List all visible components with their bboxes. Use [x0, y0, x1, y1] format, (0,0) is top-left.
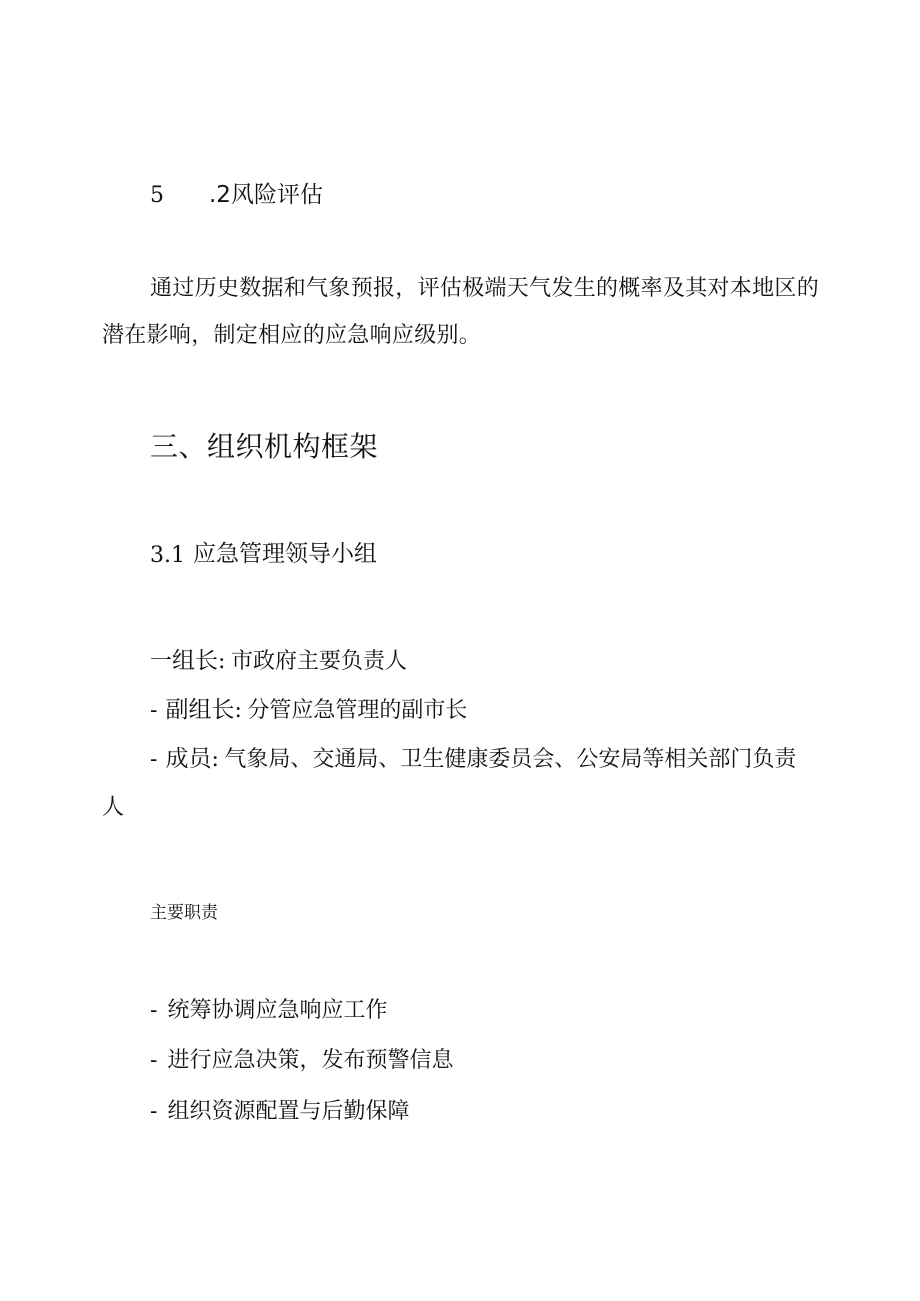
role-label: 组长 — [172, 648, 219, 674]
list-dash: 一 — [150, 649, 173, 674]
member-members — [150, 748, 796, 771]
role-colon: : — [234, 698, 242, 723]
role-value: 市政府主要负责人 — [230, 649, 407, 674]
member-leader — [150, 650, 407, 673]
duty-item — [150, 1101, 409, 1123]
section-3-1-number: 3.1 — [150, 543, 185, 568]
role-label: 成员 — [165, 746, 212, 772]
duty-text: 组织资源配置与后勤保障 — [167, 1099, 410, 1124]
list-dash: - — [150, 1099, 158, 1124]
role-value: 分管应急管理的副市长 — [247, 698, 468, 723]
duties-title: 主要职责 — [150, 903, 218, 923]
section-5-2-title: .2风险评估 — [209, 182, 323, 208]
paragraph-line-1: 通过历史数据和气象预报，评估极端天气发生的概率及其对本地区的 — [150, 276, 820, 301]
role-colon: : — [218, 649, 226, 674]
duty-text: 进行应急决策，发布预警信息 — [167, 1048, 454, 1073]
member-deputy — [150, 699, 467, 722]
paragraph-line-2: 潜在影响，制定相应的应急响应级别。 — [102, 323, 482, 348]
list-dash: - — [150, 698, 158, 723]
list-dash: - — [150, 747, 158, 772]
duty-item — [150, 1050, 453, 1072]
role-colon: : — [211, 747, 219, 772]
duty-text: 统筹协调应急响应工作 — [167, 998, 388, 1023]
section-3-1-title: 应急管理领导小组 — [193, 541, 377, 567]
role-label: 副组长 — [165, 697, 235, 723]
chapter-3-title: 三、组织机构框架 — [150, 430, 379, 463]
list-dash: - — [150, 998, 158, 1023]
role-value: 气象局、交通局、卫生健康委员会、公安局等相关部门负责 — [224, 747, 797, 772]
section-5-2-number: 5 — [150, 183, 164, 208]
duty-item — [150, 1000, 387, 1022]
list-dash: - — [150, 1048, 158, 1073]
member-members-continuation: 人 — [102, 795, 125, 820]
